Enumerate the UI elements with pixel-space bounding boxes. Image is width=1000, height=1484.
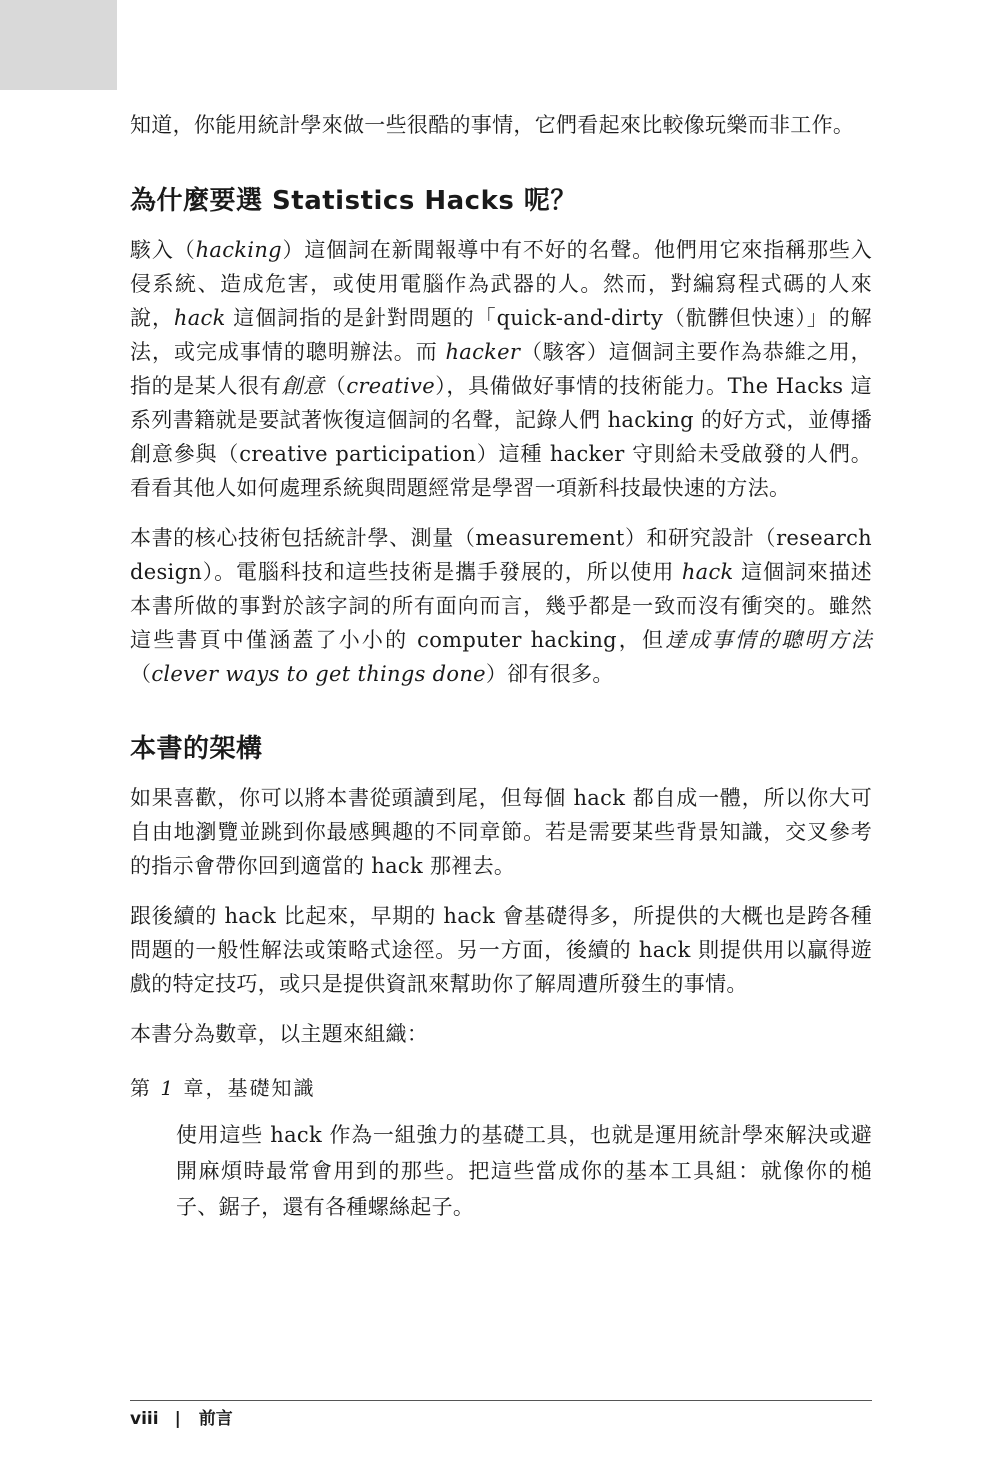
paragraph-early-vs-later-hacks: 跟後續的 hack 比起來，早期的 hack 會基礎得多，所提供的大概也是跨各種問題的一般性解法或策略式途徑。另一方面，後續的 hack 則提供用以贏得遊戲的特定技巧，或只是提供資訊來幫助你了解周遭所發生的事情。 bbox=[130, 904, 872, 996]
text-run: 這個詞指的是針對問題的「quick-and-dirty（骯髒但快速）」的解法，或完成事情的聰明辦法。而 bbox=[130, 306, 872, 364]
chapter-1-description: 使用這些 hack 作為一組強力的基礎工具，也就是運用統計學來解決或避開麻煩時最常會用到的那些。把這些當成你的基本工具組：就像你的槌子、鋸子，還有各種螺絲起子。 bbox=[176, 1123, 872, 1219]
text-run: 本書的核心技術包括統計學、測量（measurement）和研究設計（research design）。電腦科技和這些技術是攜手發展的，所以使用 bbox=[130, 526, 872, 584]
italic-term: hack bbox=[173, 306, 226, 330]
chapter-name: 章，基礎知識 bbox=[175, 1076, 316, 1100]
footer-divider bbox=[130, 1400, 872, 1401]
italic-term: creative bbox=[346, 374, 435, 398]
italic-term: hack bbox=[681, 560, 734, 584]
chapter-prefix: 第 bbox=[130, 1076, 161, 1100]
page-footer bbox=[130, 1406, 233, 1432]
intro-paragraph: 知道，你能用統計學來做一些很酷的事情，它們看起來比較像玩樂而非工作。 bbox=[130, 113, 855, 137]
paragraph-reading-order: 如果喜歡，你可以將本書從頭讀到尾，但每個 hack 都自成一體，所以你大可自由地瀏覽並跳到你最感興趣的不同章節。若是需要某些背景知識，交叉參考的指示會帶你回到適當的 hack 那裡去。 bbox=[130, 786, 872, 878]
italic-term: hacking bbox=[195, 238, 282, 262]
italic-term: 創意 bbox=[281, 374, 325, 398]
page-corner-tab bbox=[0, 0, 117, 90]
chapter-number: 1 bbox=[160, 1076, 176, 1100]
text-run: 這個詞來描述本書所做的事對於該字詞的所有面向而言，幾乎都是一致而沒有衝突的。雖然這些書頁中僅涵蓋了小小的 computer hacking，但 bbox=[130, 560, 872, 652]
text-run: ）這個詞在新聞報導中有不好的名聲。他們用它來指稱那些入侵系統、造成危害，或使用電腦作為武器的人。然而，對編寫程式碼的人來說， bbox=[130, 238, 872, 330]
paragraph-chapters-intro: 本書分為數章，以主題來組織： bbox=[130, 1022, 429, 1046]
text-run: ），具備做好事情的技術能力。The Hacks 這系列書籍就是要試著恢復這個詞的名聲，記錄人們 hacking 的好方式，並傳播創意參與（creative participation）這種 hacker 守則給未受啟發的人們。看看其他人如何處理系統與問題經常是學習一項新科技最快速的方法。 bbox=[130, 374, 872, 500]
text-run: （駭客）這個詞主要作為恭維之用，指的是某人很有 bbox=[130, 340, 872, 398]
paragraph-core-techniques bbox=[130, 521, 872, 691]
section-heading-why-statistics-hacks: 為什麼要選 Statistics Hacks 呢？ bbox=[130, 186, 577, 216]
footer-section-label: 前言 bbox=[198, 1409, 233, 1429]
chapter-1-title bbox=[130, 1071, 872, 1105]
text-run: （ bbox=[324, 374, 347, 398]
page-number: viii bbox=[130, 1409, 159, 1429]
footer-separator: | bbox=[174, 1409, 181, 1429]
text-run: （ bbox=[130, 662, 152, 686]
section-heading-book-structure: 本書的架構 bbox=[130, 734, 263, 764]
page-content bbox=[130, 108, 872, 1225]
text-run: ）卻有很多。 bbox=[485, 662, 614, 686]
text-run: 駭入（ bbox=[130, 238, 196, 262]
italic-term: clever ways to get things done bbox=[151, 662, 486, 686]
italic-term: hacker bbox=[445, 340, 521, 364]
paragraph-hacking-definition bbox=[130, 233, 872, 505]
italic-term: 達成事情的聰明方法 bbox=[665, 628, 873, 652]
